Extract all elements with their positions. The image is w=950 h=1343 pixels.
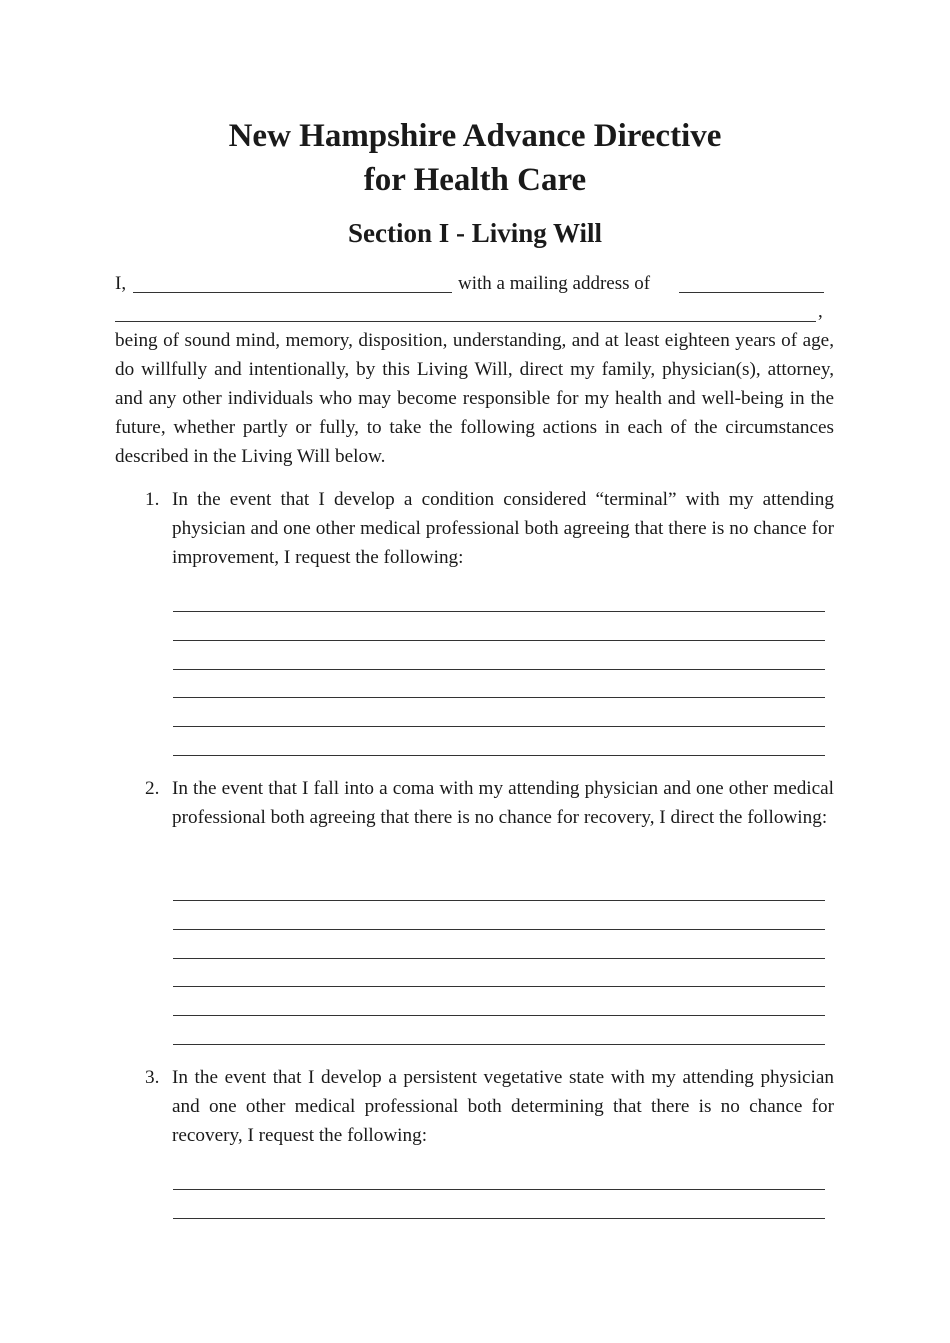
item-2-response-line[interactable]	[173, 958, 825, 959]
item-2-response-line[interactable]	[173, 900, 825, 901]
document-title-line-2: for Health Care	[363, 162, 587, 198]
section-title: Section I - Living Will	[347, 218, 603, 248]
mailing-address-field-1[interactable]	[679, 292, 824, 293]
item-2-response-line[interactable]	[173, 929, 825, 930]
address-line-comma: ,	[818, 301, 823, 322]
item-1-response-line[interactable]	[173, 755, 825, 756]
item-1-response-line[interactable]	[173, 640, 825, 641]
declarant-name-field[interactable]	[133, 292, 452, 293]
item-2-number: 2.	[145, 778, 160, 799]
item-2-response-line[interactable]	[173, 986, 825, 987]
item-1-number: 1.	[145, 489, 160, 510]
item-1-response-line[interactable]	[173, 697, 825, 698]
item-3-response-line[interactable]	[173, 1189, 825, 1190]
declaration-body: being of sound mind, memory, disposition, understanding, and at least eighteen years of age, do willfully and intentionally, by this Living Will, direct my family, physician(s), attorney, and any other individuals who may become responsible for my health and well-being in the future, whether partly or fully, to take the following actions in each of the circumstances described in the Living Will below.	[115, 330, 834, 467]
item-1-response-line[interactable]	[173, 726, 825, 727]
item-3-number: 3.	[145, 1067, 160, 1088]
item-1-response-line[interactable]	[173, 611, 825, 612]
item-3-text: In the event that I develop a persistent vegetative state with my attending physician and one other medical professional both determining that there is no chance for recovery, I request the following:	[172, 1067, 834, 1146]
item-2-response-line[interactable]	[173, 1015, 825, 1016]
item-1-response-line[interactable]	[173, 669, 825, 670]
item-2-text: In the event that I fall into a coma with my attending physician and one other medical professional both agreeing that there is no chance for recovery, I direct the following:	[172, 778, 834, 828]
mailing-address-field-2[interactable]	[115, 321, 816, 322]
declarant-prefix: I,	[115, 273, 127, 294]
item-2-response-line[interactable]	[173, 1044, 825, 1045]
item-1-text: In the event that I develop a condition considered “terminal” with my attending physician and one other medical professional both agreeing that there is no chance for improvement, I request the following:	[172, 489, 834, 568]
mailing-address-label: with a mailing address of	[458, 273, 651, 294]
item-3-response-line[interactable]	[173, 1218, 825, 1219]
document-title-line-1: New Hampshire Advance Directive	[228, 118, 722, 154]
